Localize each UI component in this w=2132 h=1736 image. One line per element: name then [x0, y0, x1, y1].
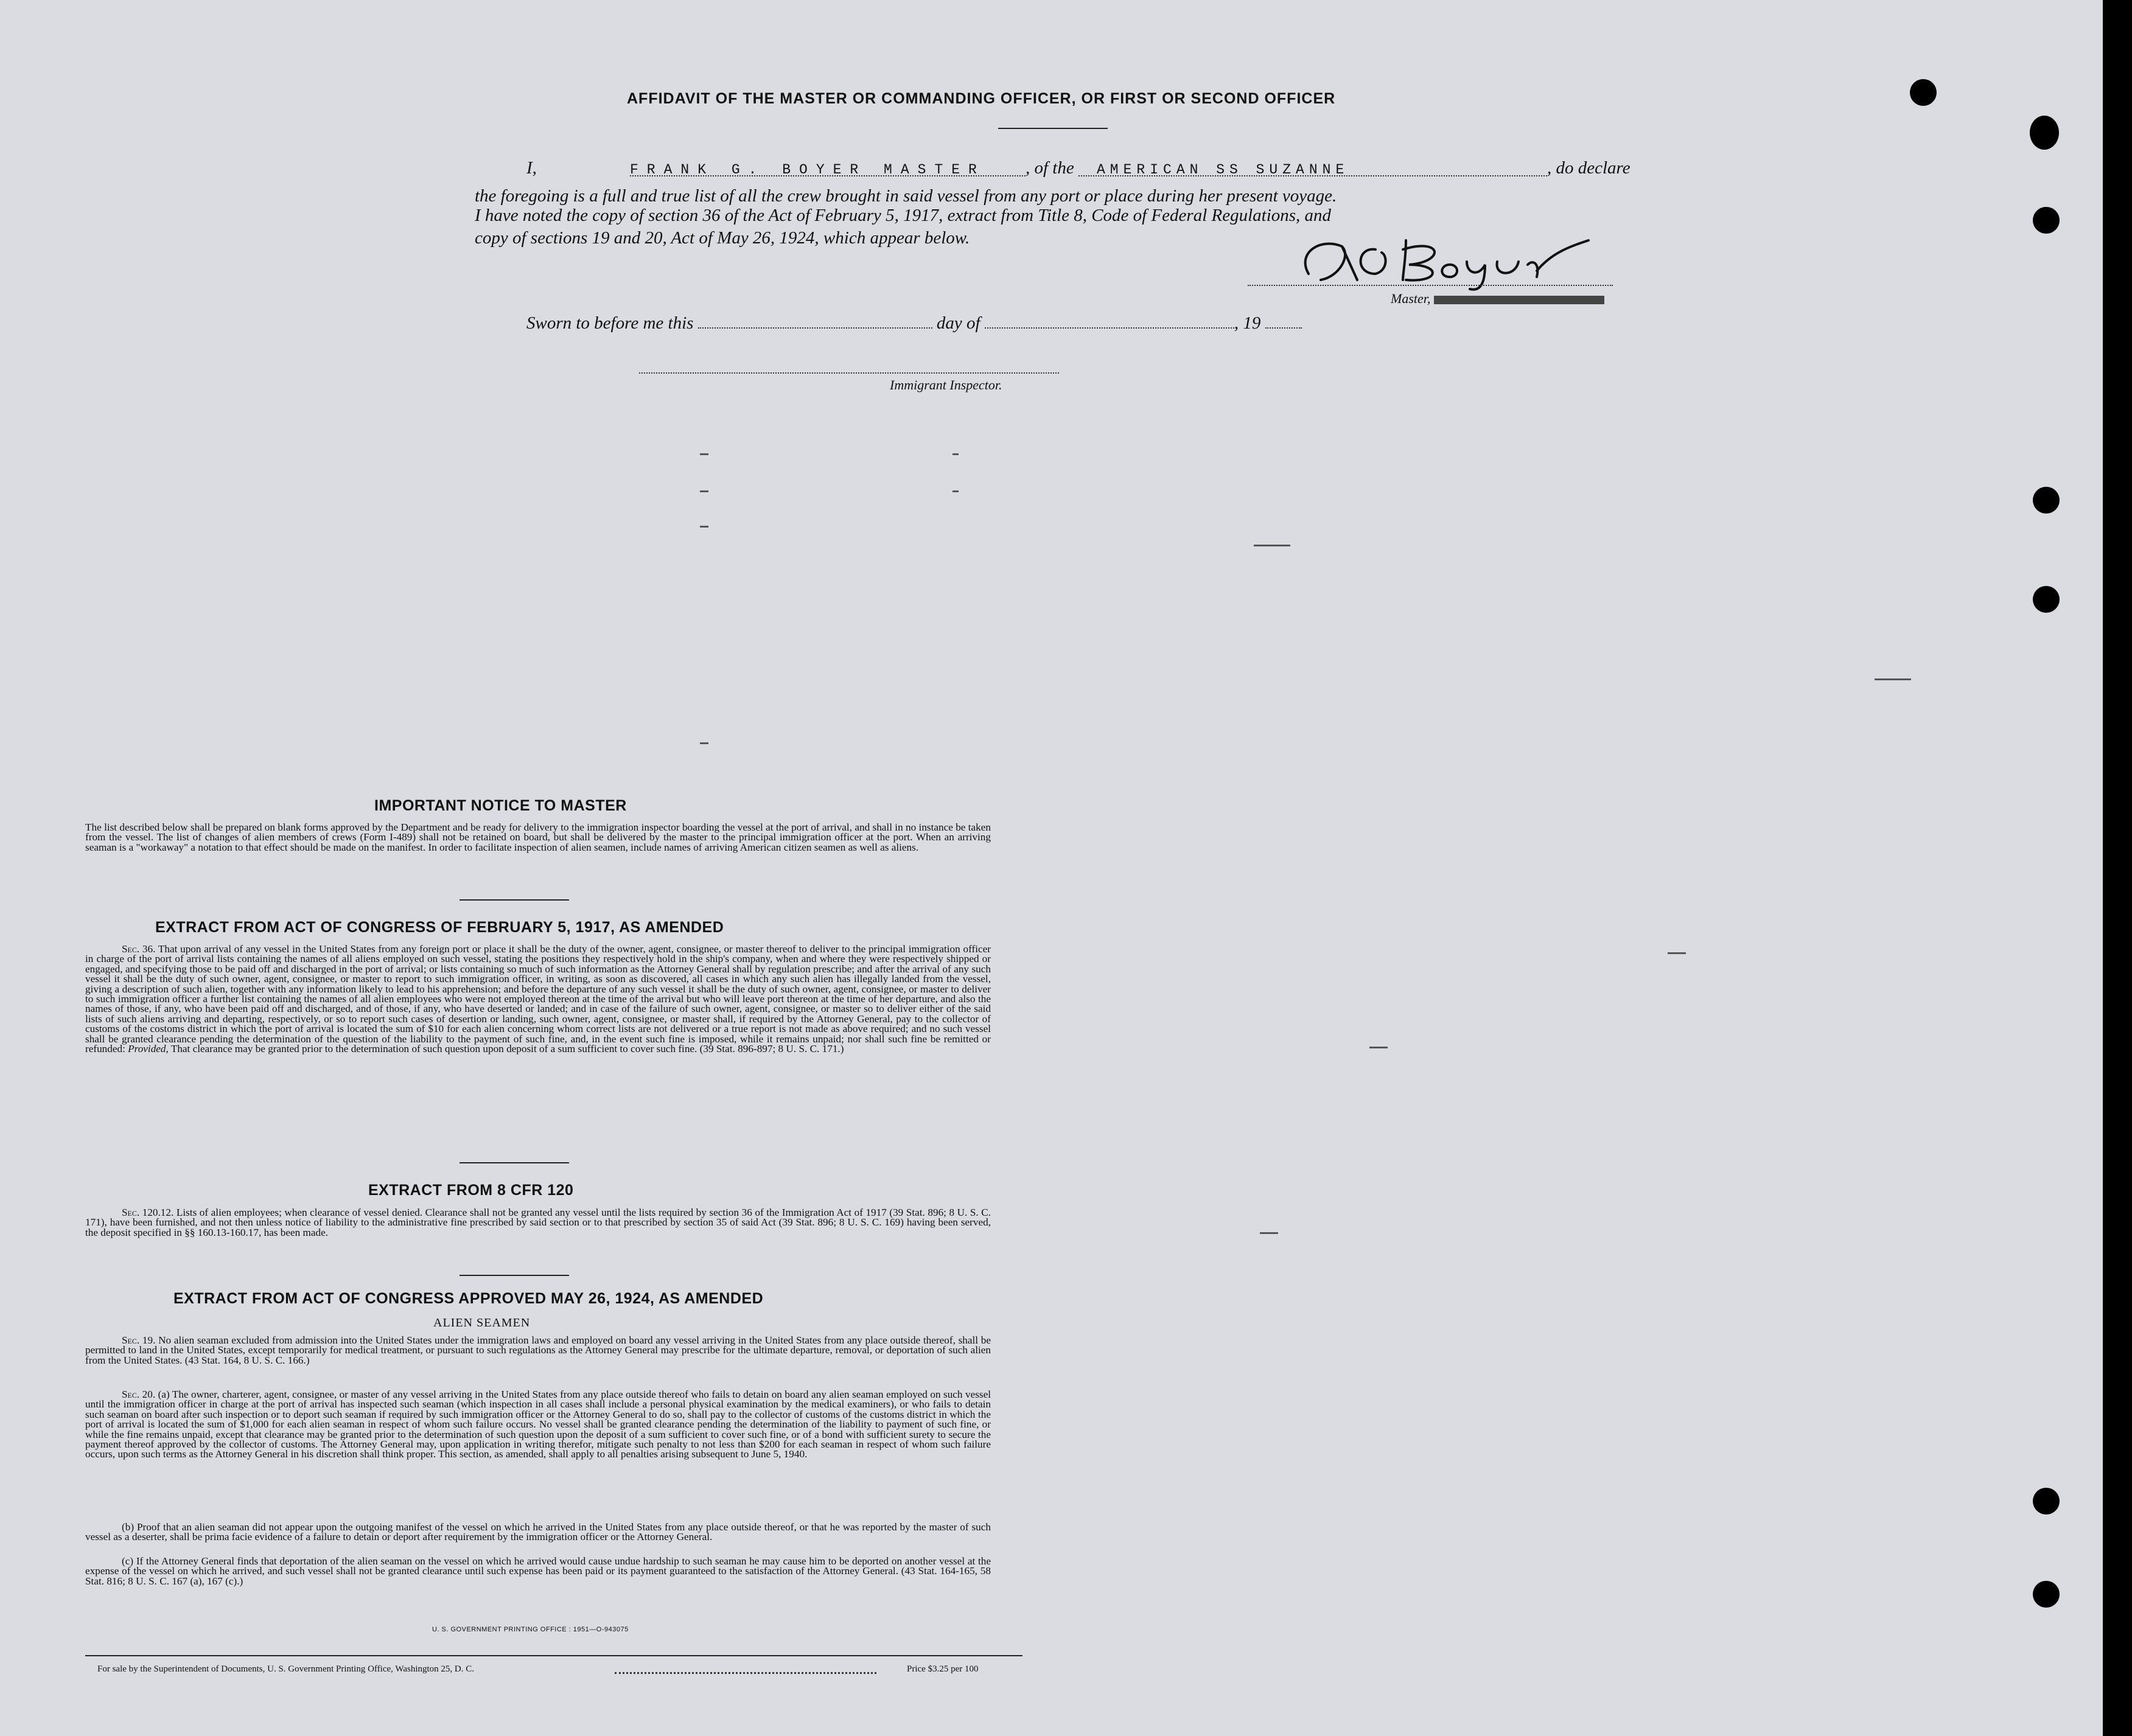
sworn-line [526, 313, 1302, 333]
sworn-month-field[interactable] [985, 314, 1234, 329]
punch-hole [2033, 586, 2060, 613]
alien-seamen-subheading: ALIEN SEAMEN [433, 1316, 531, 1330]
punch-hole [2033, 487, 2060, 514]
declaration-line-2: the foregoing is a full and true list of all the crew brought in said vessel from any port or place during her present voyage. [475, 186, 1337, 206]
bleed-through-mark [952, 490, 959, 492]
sec-120-text: Lists of alien employees; when clearance of vessel denied. Clearance shall not be granted any vessel until the lists required by section 36 of the Immigration Act of 1917 (39 Stat. 896; 8 U. S. C. 171), have been furnished, and not then unless notice of liability to the administrative fine prescribed by said section or to that prescribed by section 35 of said Act (39 Stat. 896; 8 U. S. C. 169) having been served, the deposit specified in §§ 160.13-160.17, has been made. [85, 1207, 991, 1238]
sworn-day-field[interactable] [698, 314, 932, 329]
extract-8cfr-rule [460, 1275, 569, 1276]
sec-120-label: Sec. 120.12. [122, 1207, 174, 1218]
punch-hole [2033, 207, 2060, 234]
sec-20a-text [85, 1390, 991, 1460]
extract-8cfr-text [85, 1208, 991, 1238]
punch-hole [2033, 1488, 2060, 1515]
bleed-through-mark [1254, 545, 1290, 546]
notice-rule [460, 899, 569, 901]
notice-text: The list described below shall be prepared on blank forms approved by the Department and be ready for delivery to the immigration inspector boarding the vessel at the port of arrival, and shall in no instance be taken from the vessel. The list of changes of alien members of crews (Form I-489) shall not be retained on board, but shall be delivered by the master to the principal immigration officer at the port. When an arriving seaman is a "workaway" a notation to that effect should be made on the manifest. In order to facilitate inspection of alien seamen, include names of arriving American citizen seamen as well as aliens. [85, 821, 991, 853]
year-label: , 19 [1234, 313, 1261, 333]
sec-36-text: That upon arrival of any vessel in the United States from any foreign port or place it shall be the duty of the owner, agent, consignee, or master thereof to deliver to the principal immigration officer in charge of the port of arrival lists containing the names of all aliens employed on such vessel, stating the positions they respectively hold in the ship's company, when and where they were respectively shipped or engaged, and specifying those to be paid off and discharged in the port of arrival; or lists containing so much of such information as the Attorney General shall by regulation prescribe; and after the arrival of any such vessel it shall be the duty of such owner, agent, consignee, or master to report to such immigration officer, in writing, as soon as discovered, all cases in which any such alien has illegally landed from the vessel, giving a description of such alien, together with any information likely to lead to his apprehension; and before the departure of any such vessel it shall be the duty of such owner, agent, consignee, or master to deliver to such immigration officer a further list containing the names of all alien employees who were not employed thereon at the time of the arrival but who will leave port thereon at the time of her departure, and also the names of those, if any, who have been paid off and discharged, and of those, if any, who have deserted or landed; and in case of the failure of such owner, agent, consignee, or master so to deliver either of the said lists of such aliens arriving and departing, respectively, or so to report such cases of desertion or landing, such owner, agent, consignee, or master shall, if required by the Attorney General, pay to the collector of customs of the costoms district in which the port of arrival is located the sum of $10 for each alien concerning whom correct lists are not delivered or a true report is not made as above required; and no such vessel shall be granted clearance pending the determination of the question of the liability to the payment of such fine, and, in the event such fine is imposed, while it remains unpaid; nor shall such fine be remitted or refunded: [85, 943, 991, 1055]
bleed-through-mark [700, 526, 708, 528]
bleed-through-mark [700, 453, 708, 455]
sec-20c-text: (c) If the Attorney General finds that deportation of the alien seaman on the vessel on which he arrived would cause undue hardship to such seaman he may cause him to be deported on another vessel at the expense of the vessel on which he arrived, and such vessel shall not be granted clearance until such expense has been paid or its payment guaranteed to the satisfaction of the Attorney General. (43 Stat. 164-165, 58 Stat. 816; 8 U. S. C. 167 (a), 167 (c).) [85, 1555, 991, 1587]
title-rule [998, 128, 1108, 129]
sec-20a-body: (a) The owner, charterer, agent, consignee, or master of any vessel arriving in the United States from any place outside thereof who fails to detain on board any alien seaman employed on such vessel until the immigration officer in charge at the port of arrival has inspected such seaman (which inspection in all cases shall include a personal physical examination by the medical examiners), or who fails to detain such seaman on board after such inspection or to deport such seaman if required by such immigration officer or the Attorney General to do so, shall pay to the collector of customs of the customs district in which the port of arrival is located the sum of $1,000 for each alien seaman in respect of whom such failure occurs. No vessel shall be granted clearance pending the determination of the liability to payment of such fine, or while the fine remains unpaid, except that clearance may be granted prior to the determination of such question upon the deposit of a sum sufficient to cover such fine, or of a bond with sufficient surety to secure the payment thereof approved by the collector of customs. The Attorney General may, upon application in writing therefor, mitigate such penalty to not less than $200 for each seaman in respect of whom such failure occurs, upon such terms as the Attorney General in his discretion shall think proper. This section, as amended, shall apply to all penalties arising subsequent to June 5, 1940. [85, 1389, 991, 1460]
bleed-through-mark [1668, 952, 1686, 954]
declaration-line-3: I have noted the copy of section 36 of the Act of February 5, 1917, extract from Title 8, Code of Federal Regulations, and [475, 206, 1332, 225]
sec-36-label: Sec. 36. [122, 943, 156, 955]
master-label: Master, [1391, 291, 1431, 306]
of-the-label: , of the [1026, 158, 1074, 178]
signature-caption [1391, 291, 1604, 307]
footer-rule [85, 1655, 1022, 1656]
master-name-field[interactable]: FRANK G. BOYER MASTER [630, 162, 1026, 176]
sale-notice: For sale by the Superintendent of Documents, U. S. Government Printing Office, Washington 25, D. C. [97, 1664, 474, 1674]
punch-hole [2030, 116, 2059, 150]
struck-title-text [1434, 296, 1604, 304]
punch-hole [2033, 1581, 2060, 1608]
bleed-through-mark [700, 490, 708, 492]
affidavit-title: AFFIDAVIT OF THE MASTER OR COMMANDING OFFICER, OR FIRST OR SECOND OFFICER [627, 90, 1336, 107]
extract-1917-heading: EXTRACT FROM ACT OF CONGRESS OF FEBRUARY 5, 1917, AS AMENDED [155, 919, 724, 936]
inspector-label: Immigrant Inspector. [890, 377, 1002, 392]
vessel-name-field[interactable]: AMERICAN SS SUZANNE [1078, 162, 1547, 176]
price-notice: Price $3.25 per 100 [907, 1664, 979, 1674]
declaration-line-1 [475, 158, 1630, 178]
bleed-through-mark [1369, 1047, 1388, 1048]
day-of-label: day of [936, 313, 980, 333]
sworn-year-field[interactable] [1265, 314, 1302, 329]
bleed-through-mark [952, 453, 959, 455]
sec-20b-text: (b) Proof that an alien seaman did not appear upon the outgoing manifest of the vessel on which he arrived in the United States from any place outside thereof, or that he was reported by the master of such vessel as a deserter, shall be prima facie evidence of a failure to detain or deport after requirement by the immigration officer or the Attorney General. [85, 1521, 991, 1543]
do-declare-label: , do declare [1547, 158, 1630, 178]
extract-1924-heading: EXTRACT FROM ACT OF CONGRESS APPROVED MAY 26, 1924, AS AMENDED [173, 1290, 764, 1307]
sec-20-label: Sec. 20. [122, 1389, 156, 1400]
bleed-through-mark [1875, 678, 1911, 680]
punch-hole [1910, 79, 1937, 106]
extract-1917-rule [460, 1162, 569, 1163]
notice-heading: IMPORTANT NOTICE TO MASTER [374, 797, 627, 814]
bleed-through-mark [1260, 1232, 1278, 1234]
sec-19-text [85, 1336, 991, 1365]
extract-8cfr-heading: EXTRACT FROM 8 CFR 120 [368, 1182, 574, 1199]
i-label: I, [526, 158, 537, 178]
inspector-dotted-line [639, 372, 1059, 374]
gpo-imprint: U. S. GOVERNMENT PRINTING OFFICE : 1951—O-943075 [432, 1626, 629, 1633]
footer-dot-leader [615, 1672, 876, 1674]
sec-19-body: No alien seaman excluded from admission into the United States under the immigration laws and employed on board any vessel arriving in the United States from any place outside thereof, shall be permitted to land in the United States, except temporarily for medical treatment, or pursuant to such regulations as the Attorney General may prescribe for the ultimate departure, removal, or deportation of such alien from the United States. (43 Stat. 164, 8 U. S. C. 166.) [85, 1334, 991, 1366]
provided-label: Provided, [128, 1043, 169, 1055]
sworn-label: Sworn to before me this [526, 313, 694, 333]
extract-1917-text [85, 944, 991, 1054]
bleed-through-mark [700, 742, 708, 744]
signature-dotted-line [1248, 285, 1613, 286]
sec-19-label: Sec. 19. [122, 1334, 156, 1346]
declaration-line-4: copy of sections 19 and 20, Act of May 26, 1924, which appear below. [475, 228, 970, 248]
sec-36-text-end: That clearance may be granted prior to the determination of such question upon deposit of a sum sufficient to cover such fine. (39 Stat. 896-897; 8 U. S. C. 171.) [170, 1043, 844, 1055]
